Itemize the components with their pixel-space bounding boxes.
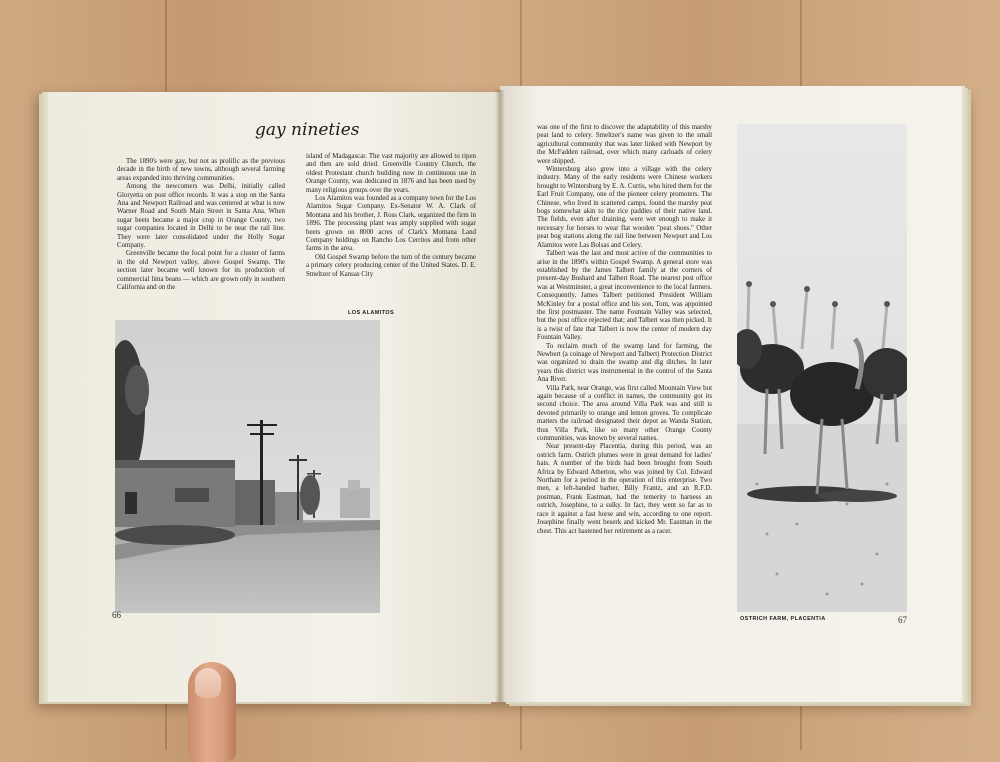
- paragraph: Los Alamitos was founded as a company town for the Los Alamitos Sugar Company. Ex-Senator W. A. Clark of Montana and his brother, J. Ross Clark, organized the firm in 1896. The processing plant was amply supplied with sugar beets grown on 8000 acres of Clark's Montana Land Company holdings on Rancho Los Cerritos and from other farms in the area.: [306, 195, 476, 253]
- paragraph: island of Madagascar. The vast majority are allowed to ripen and then are sold dried. Greenville Country Church, the oldest Protestant church building now in continuous use in Orange County, was dedicated in 1876 and has been used by many religious groups over the years.: [306, 153, 476, 194]
- fingernail: [195, 668, 221, 698]
- left-column-1: [117, 158, 285, 293]
- book-gutter: [495, 90, 505, 702]
- photo-caption-los-alamitos: LOS ALAMITOS: [348, 310, 395, 316]
- paragraph: was one of the first to discover the adaptability of this marshy peat land to celery. Smeltzer's name was given to the small agricultural community that was later linked with Newport by the McFadden railroad, over which many carloads of celery were shipped.: [537, 124, 712, 165]
- right-column: [537, 124, 712, 536]
- paragraph: Wintersburg also grew into a village with the celery industry. Many of the early residents were Chinese workers brought to Wintersburg by E. A. Curtis, who hired them for the Earl Fruit Company, one of the pioneer celery promoters. The Chinese, who lived in scattered camps, found the marshy peat bogs somewhat akin to the rice paddies of their native land. The fields, even after draining, were wet enough to make it necessary for horses to wear flat wooden "peat shoes." Other peat bog stations along the rail line between Newport and Los Alamitos were Las Bolsas and Celery.: [537, 166, 712, 249]
- paragraph: The 1890's were gay, but not as prolific as the previous decade in the birth of new towns, although several farming areas expanded into thriving communities.: [117, 158, 285, 182]
- paragraph: Old Gospel Swamp before the turn of the century became a primary celery producing center of the United States. D. E. Smeltzer of Kansas City: [306, 253, 476, 278]
- paragraph: Near present-day Placentia, during this period, was an ostrich farm. Ostrich plumes were in great demand for ladies' hats. A number of the birds had been brought from South Africa by Edward Atherton, who was joined by Col. Edward Northam for a period in the operation of this enterprise. Two men, a left-handed barber, Billy Frantz, and an R.F.D. postman, Frank Eastman, had the temerity to harness an ostrich, Josephine, to a sulky. In fact, they went so far as to race it against a fast horse and win, according to one report. Josephine finally went beserk and kicked Mr. Eastman in the chest. This act hastened her retirement as a racer.: [537, 443, 712, 535]
- chapter-title: gay nineties: [255, 120, 360, 140]
- ostrich-farm-photo: [737, 124, 907, 612]
- paragraph: Greenville became the focal point for a cluster of farms in the old Newport valley, above Gospel Swamp. The section later became well known for its production of commercial lima beans — which are grown only in southern California and on the: [117, 250, 285, 292]
- photo-caption-ostrich-farm: OSTRICH FARM, PLACENTIA: [740, 616, 826, 622]
- paragraph: To reclaim much of the swamp land for farming, the Newbert (a coinage of Newport and Talbert) Protection District was organized to drain the swamp and dig ditches. In later years this district was instrumental in the control of the Santa Ana River.: [537, 342, 712, 384]
- page-number-left: 66: [112, 610, 121, 620]
- paragraph: Villa Park, near Orange, was first called Mountain View but again because of a conflict in names, the community got its second choice. The area around Villa Park was and still is devoted primarily to orange and lemon groves. To complicate matters the railroad designated their depot as Wanda Station, thus Villa Park, like so many other Orange County communities, was known by several names.: [537, 384, 712, 443]
- left-column-2: [306, 153, 476, 279]
- paragraph: Among the newcomers was Delhi, initially called Gloryetta on post office records. It was a stop on the Santa Ana and Newport Railroad and was centered at what is now Warner Road and South Main Street in Santa Ana. When sugar beets became a major crop in Orange County, two sugar companies located in Delhi to be near the rail line. They were later consolidated under the Holly Sugar Company.: [117, 183, 285, 250]
- paragraph: Talbert was the last and most active of the communities to arise in the 1890's within Gospel Swamp. A general store was established by the James Talbert family at the corners of present-day Bushard and Talbert Road. The nearest post office was at Westminster, a great inconvenience to the local farmers. Consequently, James Talbert petitioned President William McKinley for a postal office and his son, Tom, was appointed the first postmaster. The name Fountain Valley was selected, but the post office rejected that; and Talbert was then picked. It is a twist of fate that Talbert is now the center of modern day Fountain Valley.: [537, 250, 712, 342]
- page-number-right: 67: [898, 615, 907, 625]
- los-alamitos-photo: [115, 320, 380, 613]
